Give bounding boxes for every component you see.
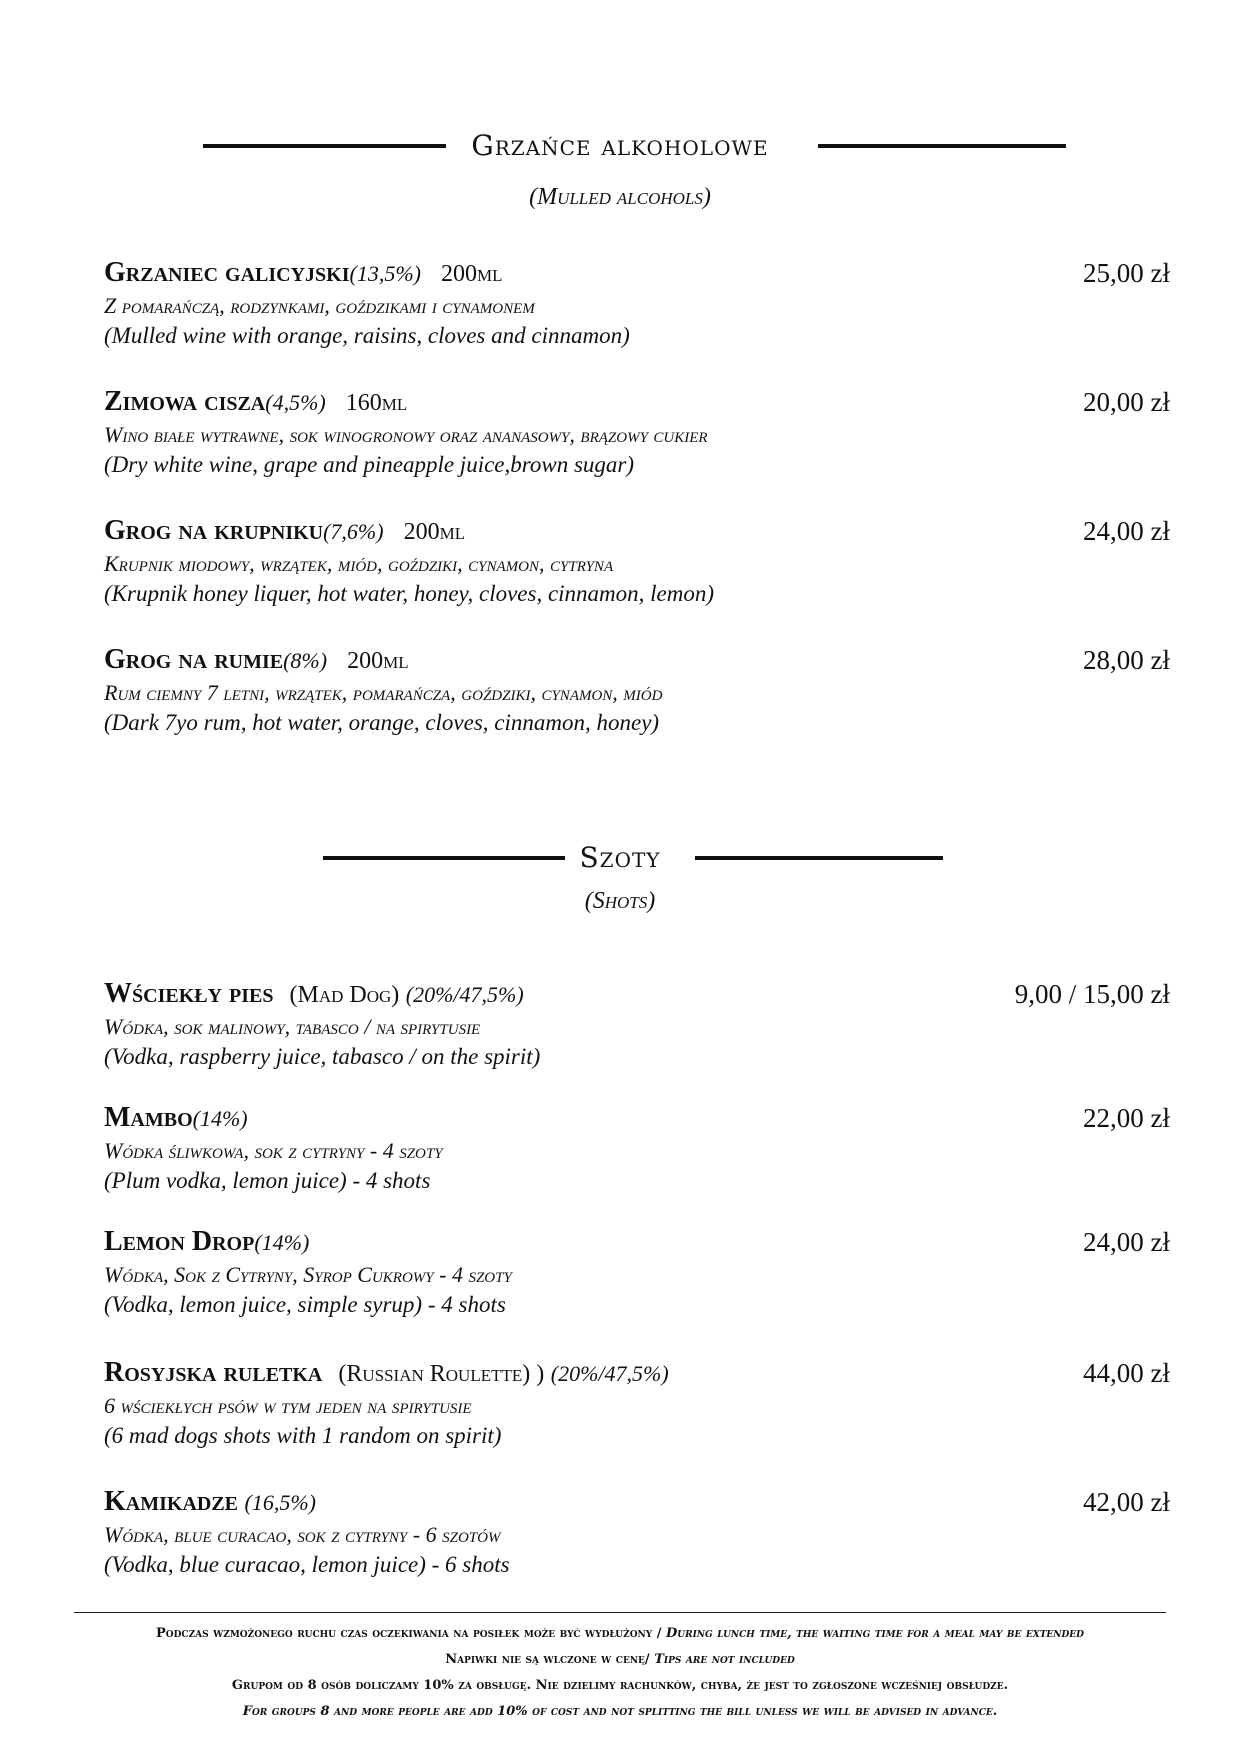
item-volume: 160ml xyxy=(345,390,408,416)
section-subtitle: (Mulled alcohols) xyxy=(529,184,711,210)
item-price: 9,00 / 15,00 zł xyxy=(1014,979,1170,1009)
item-name: Grog na rumie xyxy=(104,644,284,675)
item-volume: 200ml xyxy=(403,519,466,545)
footer-line-waiting-time xyxy=(74,1621,1166,1647)
item-description-pl: 6 wściekłych psów w tym jeden na spirytusie xyxy=(104,1393,472,1418)
item-description-en: (Plum vodka, lemon juice) - 4 shots xyxy=(104,1168,431,1193)
footer-tips-en: Tips are not included xyxy=(654,1652,795,1667)
footer-notes xyxy=(74,1612,1166,1725)
item-volume: 200ml xyxy=(440,261,503,287)
item-description-en: (Mulled wine with orange, raisins, cloves and cinnamon) xyxy=(104,323,630,348)
item-abv: (14%) xyxy=(254,1230,310,1255)
footer-waiting-pl: Podczas wzmożonego ruchu czas oczekiwania na posiłek może być wydłużony / xyxy=(156,1626,666,1641)
item-name: Grog na krupniku xyxy=(104,515,324,546)
item-name: Wściekły pies xyxy=(104,978,274,1009)
menu-item xyxy=(104,1101,1170,1196)
item-abv: (8%) xyxy=(283,648,328,673)
item-volume: 200ml xyxy=(347,648,409,674)
item-description-en: (6 mad dogs shots with 1 random on spirit) xyxy=(104,1423,502,1448)
item-name: Mambo xyxy=(104,1102,193,1133)
item-price: 24,00 zł xyxy=(1083,516,1170,546)
item-abv: (20%/47,5%) xyxy=(405,982,524,1007)
item-description-en: (Dark 7yo rum, hot water, orange, cloves, cinnamon, honey) xyxy=(104,710,660,735)
menu-item xyxy=(104,1356,1170,1451)
item-name: Zimowa cisza xyxy=(104,386,266,417)
item-price: 25,00 zł xyxy=(1083,258,1170,288)
item-description-pl: Z pomarańczą, rodzynkami, goździkami i cynamonem xyxy=(104,293,535,318)
menu-item xyxy=(104,256,1170,351)
menu-item xyxy=(104,385,1170,480)
item-abv: (20%/47,5%) xyxy=(550,1361,669,1386)
item-description-pl: Krupnik miodowy, wrzątek, miód, goździki, cynamon, cytryna xyxy=(104,551,614,576)
menu-item xyxy=(104,977,1170,1072)
section-header-mulled xyxy=(0,126,1240,211)
item-description-en: (Dry white wine, grape and pineapple juice,brown sugar) xyxy=(104,452,634,477)
item-name: Lemon Drop xyxy=(104,1226,255,1257)
section-title: Grzańce alkoholowe xyxy=(457,129,782,162)
footer-tips-pl: Napiwki nie są wlczone w cenę/ xyxy=(445,1652,655,1667)
item-price: 28,00 zł xyxy=(1083,645,1170,675)
item-abv: (4,5%) xyxy=(265,390,326,415)
footer-line-groups-en: For groups 8 and more people are add 10% of cost and not splitting the bill unless we will be advised in advance. xyxy=(242,1704,998,1719)
item-description-en: (Krupnik honey liquer, hot water, honey, cloves, cinnamon, lemon) xyxy=(104,581,715,606)
item-name: Rosyjska ruletka xyxy=(104,1357,323,1388)
footer-line-groups-pl: Grupom od 8 osób doliczamy 10% za obsługę. Nie dzielimy rachunków, chyba, że jest to zgłoszone wcześniej obsłudze. xyxy=(231,1678,1009,1693)
item-english-name: (Russian Roulette) ) xyxy=(338,1361,545,1387)
item-english-name: (Mad Dog) xyxy=(289,982,400,1008)
item-price: 24,00 zł xyxy=(1083,1227,1170,1257)
item-description-pl: Wódka śliwkowa, sok z cytryny - 4 szoty xyxy=(104,1138,443,1163)
item-description-pl: Wódka, sok malinowy, tabasco / na spirytusie xyxy=(104,1014,481,1039)
item-price: 22,00 zł xyxy=(1083,1103,1170,1133)
item-abv: (16,5%) xyxy=(244,1490,316,1515)
item-description-pl: Wino białe wytrawne, sok winogronowy oraz ananasowy, brązowy cukier xyxy=(104,422,708,447)
item-price: 20,00 zł xyxy=(1083,387,1170,417)
menu-item xyxy=(104,514,1170,609)
item-name: Grzaniec galicyjski xyxy=(104,257,350,288)
menu-item xyxy=(104,1485,1170,1580)
section-title: Szoty xyxy=(565,841,674,874)
item-abv: (7,6%) xyxy=(323,519,384,544)
item-description-pl: Wódka, Sok z Cytryny, Syrop Cukrowy - 4 szoty xyxy=(104,1262,512,1287)
item-description-en: (Vodka, blue curacao, lemon juice) - 6 shots xyxy=(104,1552,510,1577)
item-description-pl: Wódka, blue curacao, sok z cytryny - 6 szotów xyxy=(104,1522,501,1547)
item-price: 42,00 zł xyxy=(1083,1487,1170,1517)
item-price: 44,00 zł xyxy=(1083,1358,1170,1388)
item-description-pl: Rum ciemny 7 letni, wrzątek, pomarańcza, goździki, cynamon, miód xyxy=(104,680,663,705)
item-name: Kamikadze xyxy=(104,1486,239,1517)
section-subtitle: (Shots) xyxy=(584,888,656,914)
item-abv: (13,5%) xyxy=(349,261,421,286)
item-description-en: (Vodka, lemon juice, simple syrup) - 4 shots xyxy=(104,1292,506,1317)
menu-item xyxy=(104,643,1170,738)
section-header-shots xyxy=(0,838,1240,915)
menu-item xyxy=(104,1225,1170,1320)
item-description-en: (Vodka, raspberry juice, tabasco / on the spirit) xyxy=(104,1044,541,1069)
item-abv: (14%) xyxy=(192,1106,248,1131)
footer-waiting-en: During lunch time, the waiting time for a meal may be extended xyxy=(665,1626,1084,1641)
footer-line-tips xyxy=(74,1647,1166,1673)
